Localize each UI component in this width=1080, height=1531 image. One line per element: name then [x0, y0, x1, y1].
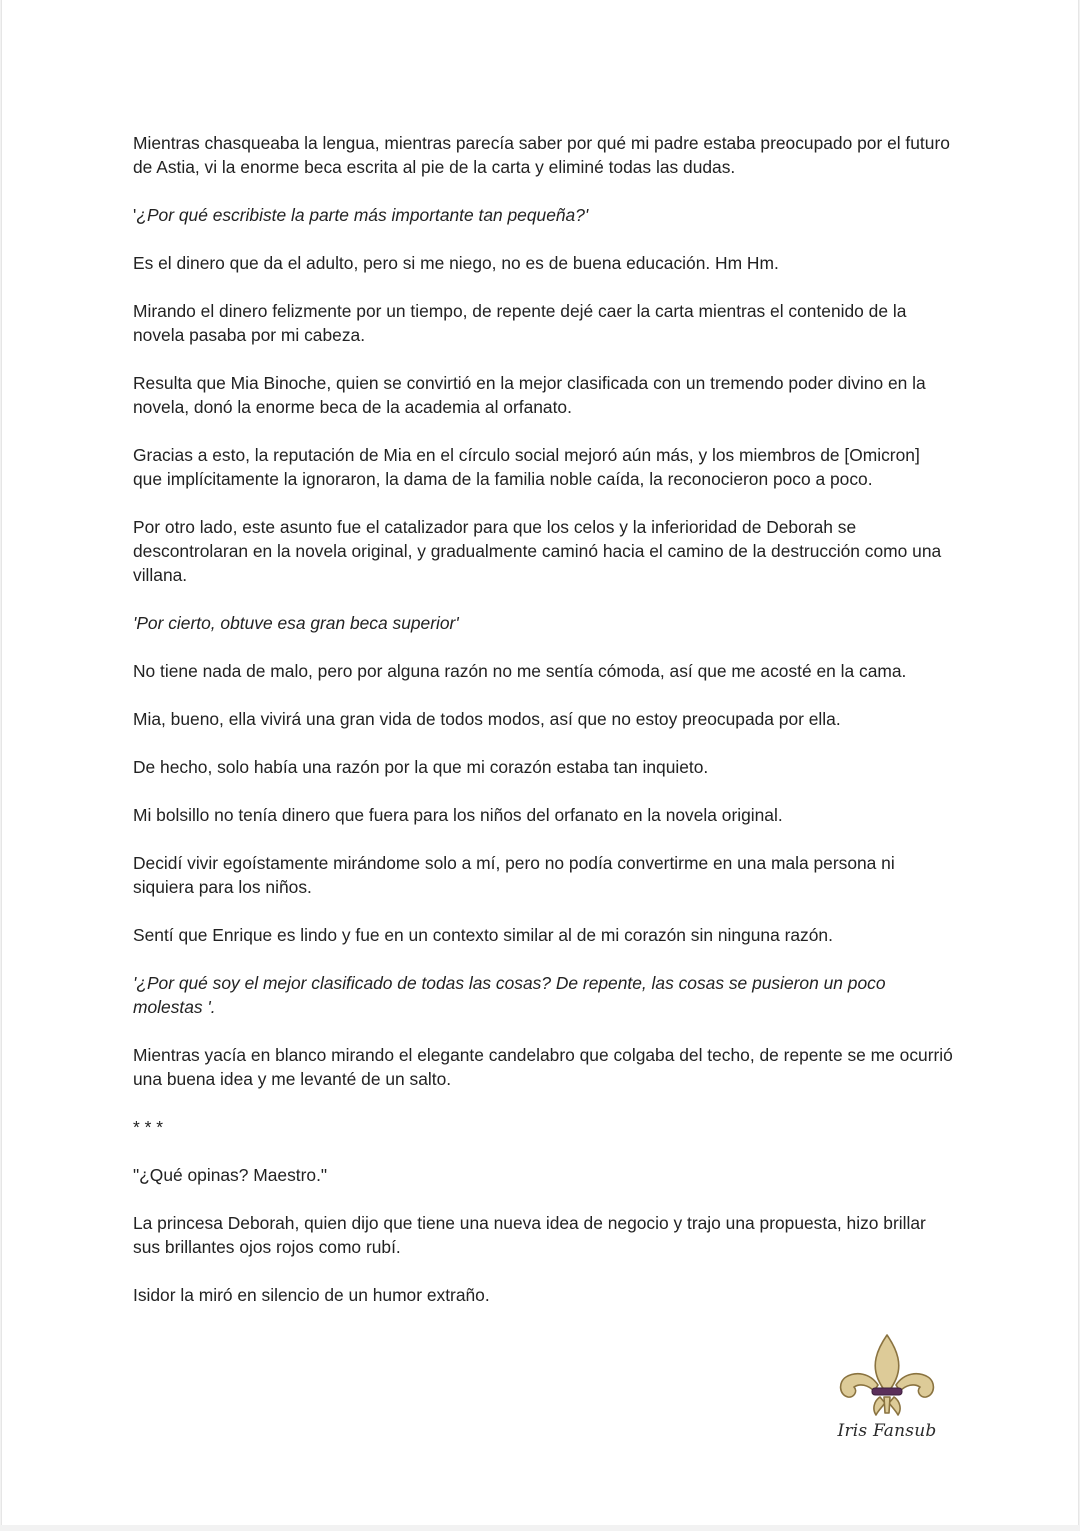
paragraph: Isidor la miró en silencio de un humor extraño. — [133, 1285, 490, 1305]
watermark-text: Iris Fansub — [837, 1421, 937, 1441]
paragraph: "¿Qué opinas? Maestro." — [133, 1165, 328, 1185]
paragraph: Mientras chasqueaba la lengua, mientras parecía saber por qué mi padre estaba preocupado por el futuro de Astia, vi la enorme beca escrita al pie de la carta y eliminé todas las dudas. — [133, 133, 950, 177]
paragraph: No tiene nada de malo, pero por alguna razón no me sentía cómoda, así que me acosté en la cama. — [133, 661, 907, 681]
fleur-de-lis-icon — [834, 1333, 940, 1419]
paragraph: Es el dinero que da el adulto, pero si me niego, no es de buena educación. Hm Hm. — [133, 253, 779, 273]
paragraph: Sentí que Enrique es lindo y fue en un contexto similar al de mi corazón sin ninguna razón. — [133, 925, 833, 945]
document-page — [1, 0, 1079, 1525]
watermark-logo — [834, 1333, 940, 1448]
paragraph: Resulta que Mia Binoche, quien se convirtió en la mejor clasificada con un tremendo poder divino en la novela, donó la enorme beca de la academia al orfanato. — [133, 373, 926, 417]
paragraph: Mirando el dinero felizmente por un tiempo, de repente dejé caer la carta mientras el contenido de la novela pasaba por mi cabeza. — [133, 301, 907, 345]
document-body — [133, 131, 953, 1331]
quote-mark: ' — [133, 205, 137, 225]
paragraph — [133, 611, 953, 635]
paragraph — [133, 971, 953, 1019]
paragraph: Gracias a esto, la reputación de Mia en el círculo social mejoró aún más, y los miembros de [Omicron] que implícitamente la ignoraron, la dama de la familia noble caída, la reconocieron poco a poco. — [133, 445, 920, 489]
italic-thought: 'Por cierto, obtuve esa gran beca superior' — [133, 613, 459, 633]
scene-break: * * * — [133, 1117, 163, 1137]
paragraph: Decidí vivir egoístamente mirándome solo a mí, pero no podía convertirme en una mala persona ni siquiera para los niños. — [133, 853, 895, 897]
paragraph: La princesa Deborah, quien dijo que tiene una nueva idea de negocio y trajo una propuesta, hizo brillar sus brillantes ojos rojos como rubí. — [133, 1213, 926, 1257]
paragraph: Mientras yacía en blanco mirando el elegante candelabro que colgaba del techo, de repente se me ocurrió una buena idea y me levanté de un salto. — [133, 1045, 953, 1089]
paragraph: Mi bolsillo no tenía dinero que fuera para los niños del orfanato en la novela original. — [133, 805, 783, 825]
italic-thought: '¿Por qué soy el mejor clasificado de todas las cosas? De repente, las cosas se pusieron un poco molestas '. — [133, 973, 886, 1017]
paragraph — [133, 203, 953, 227]
paragraph: De hecho, solo había una razón por la que mi corazón estaba tan inquieto. — [133, 757, 709, 777]
paragraph: Mia, bueno, ella vivirá una gran vida de todos modos, así que no estoy preocupada por ella. — [133, 709, 841, 729]
paragraph: Por otro lado, este asunto fue el catalizador para que los celos y la inferioridad de Deborah se descontrolaran en la novela original, y gradualmente caminó hacia el camino de la destrucción como una villana. — [133, 517, 942, 585]
italic-thought: ¿Por qué escribiste la parte más importante tan pequeña?' — [136, 205, 589, 225]
